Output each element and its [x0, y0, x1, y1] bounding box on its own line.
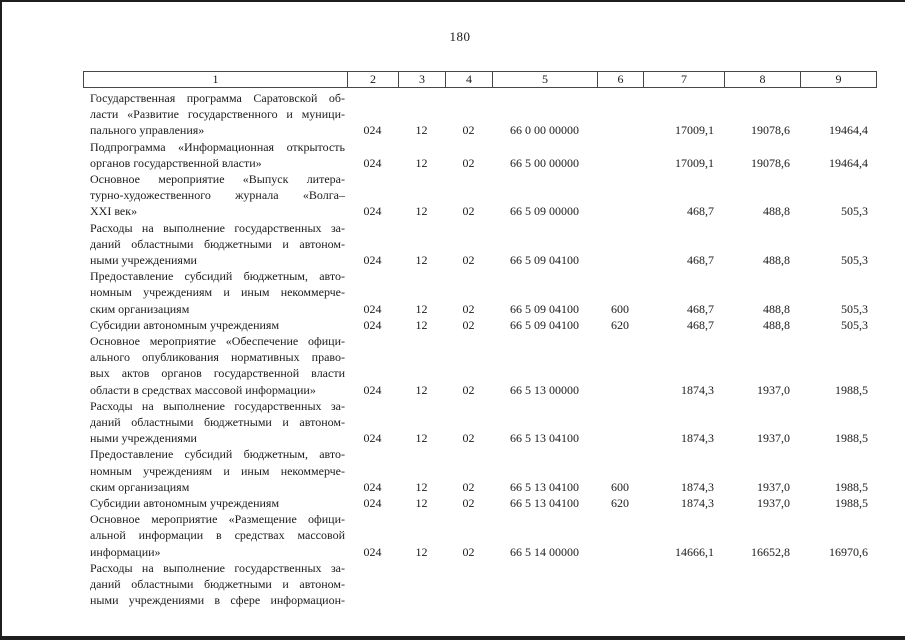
- row-col4: 02: [462, 382, 475, 397]
- table-row: [83, 220, 877, 269]
- row-col3: 12: [415, 253, 428, 268]
- row-col7: 1874,3: [681, 382, 714, 397]
- row-name-cell: [83, 317, 347, 333]
- name-line: ласти «Развитие государственного и муници-: [90, 107, 345, 122]
- table-row: [83, 317, 877, 333]
- row-col4: 02: [462, 123, 475, 138]
- row-col7: 468,7: [687, 317, 714, 332]
- name-line: ального опубликования нормативных право-: [90, 350, 345, 365]
- row-col2: 024: [363, 382, 382, 397]
- name-line: Расходы на выполнение государственных за-: [90, 560, 345, 575]
- row-col9: 1988,5: [835, 479, 868, 494]
- name-line: ными учреждениями в сфере информацион-: [90, 593, 345, 608]
- row-col4: 02: [462, 431, 475, 446]
- row-col2: 024: [363, 544, 382, 559]
- name-line: ским организациям: [90, 479, 190, 494]
- name-line: области в средствах массовой информации»: [90, 382, 316, 397]
- table-row: [83, 560, 877, 609]
- name-line: информации»: [90, 544, 161, 559]
- row-col7: 1874,3: [681, 496, 714, 511]
- row-col5: 66 5 13 04100: [510, 479, 579, 494]
- row-col4: 02: [462, 155, 475, 170]
- row-col3: 12: [415, 496, 428, 511]
- row-name-cell: [83, 220, 347, 269]
- row-name-cell: [83, 560, 347, 609]
- row-col3: 12: [415, 431, 428, 446]
- row-col9: 1988,5: [835, 382, 868, 397]
- row-col5: 66 5 13 00000: [510, 382, 579, 397]
- row-col6: 600: [611, 301, 629, 316]
- row-name-cell: [83, 333, 347, 398]
- row-col5: 66 5 00 00000: [510, 155, 579, 170]
- row-col3: 12: [415, 479, 428, 494]
- row-col8: 488,8: [763, 204, 790, 219]
- row-name-cell: [83, 171, 347, 220]
- name-line: Основное мероприятие «Размещение офици-: [90, 512, 345, 527]
- row-col7: 17009,1: [675, 123, 714, 138]
- row-col8: 488,8: [763, 253, 790, 268]
- row-name-cell: [83, 139, 347, 171]
- row-name-cell: [83, 495, 347, 511]
- row-name-cell: [83, 398, 347, 447]
- row-col9: 19464,4: [829, 123, 868, 138]
- row-col4: 02: [462, 301, 475, 316]
- header-cell-7: 7: [644, 72, 725, 87]
- name-line: XXI век»: [90, 204, 138, 219]
- table-row: [83, 446, 877, 495]
- name-line: номным учреждениям и иным некоммерче-: [90, 463, 345, 478]
- row-col2: 024: [363, 317, 382, 332]
- row-col5: 66 5 09 00000: [510, 204, 579, 219]
- table-row: [83, 495, 877, 511]
- row-name-cell: [83, 446, 347, 495]
- row-col8: 16652,8: [751, 544, 790, 559]
- row-col7: 468,7: [687, 204, 714, 219]
- row-col8: 1937,0: [757, 431, 790, 446]
- name-line: ским организациям: [90, 301, 190, 316]
- row-col3: 12: [415, 204, 428, 219]
- header-cell-1: 1: [84, 72, 348, 87]
- row-col7: 1874,3: [681, 431, 714, 446]
- row-col7: 468,7: [687, 301, 714, 316]
- header-cell-8: 8: [725, 72, 801, 87]
- header-cell-6: 6: [598, 72, 644, 87]
- header-cell-4: 4: [446, 72, 493, 87]
- row-col7: 1874,3: [681, 479, 714, 494]
- row-col9: 19464,4: [829, 155, 868, 170]
- table-row: [83, 398, 877, 447]
- row-col9: 505,3: [841, 317, 868, 332]
- row-col8: 19078,6: [751, 123, 790, 138]
- header-cell-3: 3: [399, 72, 446, 87]
- row-col4: 02: [462, 317, 475, 332]
- name-line: Расходы на выполнение государственных за-: [90, 398, 345, 413]
- row-col3: 12: [415, 301, 428, 316]
- header-cell-2: 2: [348, 72, 399, 87]
- name-line: даний областными бюджетными и автоном-: [90, 577, 345, 592]
- row-col2: 024: [363, 479, 382, 494]
- row-col2: 024: [363, 431, 382, 446]
- header-cell-5: 5: [493, 72, 598, 87]
- row-col4: 02: [462, 544, 475, 559]
- name-line: Субсидии автономным учреждениям: [90, 496, 280, 511]
- row-col3: 12: [415, 155, 428, 170]
- row-col2: 024: [363, 253, 382, 268]
- name-line: Предоставление субсидий бюджетным, авто-: [90, 447, 345, 462]
- row-col9: 505,3: [841, 301, 868, 316]
- page-number: 180: [449, 29, 471, 44]
- row-col4: 02: [462, 253, 475, 268]
- name-line: вых актов органов государственной власти: [90, 366, 345, 381]
- row-col3: 12: [415, 123, 428, 138]
- row-col8: 488,8: [763, 301, 790, 316]
- name-line: даний областными бюджетными и автоном-: [90, 236, 345, 251]
- row-col5: 66 5 13 04100: [510, 496, 579, 511]
- row-col5: 66 5 13 04100: [510, 431, 579, 446]
- row-col4: 02: [462, 479, 475, 494]
- name-line: даний областными бюджетными и автоном-: [90, 415, 345, 430]
- name-line: номным учреждениям и иным некоммерче-: [90, 285, 345, 300]
- row-col8: 1937,0: [757, 382, 790, 397]
- name-line: Основное мероприятие «Выпуск литера-: [90, 172, 345, 187]
- row-col8: 1937,0: [757, 496, 790, 511]
- row-name-cell: [83, 511, 347, 560]
- row-col9: 1988,5: [835, 431, 868, 446]
- name-line: Расходы на выполнение государственных за-: [90, 220, 345, 235]
- table-header-row: [83, 71, 877, 88]
- row-col8: 19078,6: [751, 155, 790, 170]
- table-row: [83, 268, 877, 317]
- row-col4: 02: [462, 496, 475, 511]
- row-col9: 505,3: [841, 204, 868, 219]
- name-line: органов государственной власти»: [90, 155, 262, 170]
- name-line: ными учреждениями: [90, 253, 197, 268]
- budget-table: [83, 71, 877, 609]
- table-row: [83, 139, 877, 171]
- table-row: [83, 171, 877, 220]
- row-col6: 600: [611, 479, 629, 494]
- row-col3: 12: [415, 382, 428, 397]
- row-col2: 024: [363, 496, 382, 511]
- name-line: Государственная программа Саратовской об-: [90, 91, 345, 105]
- table-row: [83, 333, 877, 398]
- name-line: Подпрограмма «Информационная открытость: [90, 139, 345, 154]
- row-name-cell: [83, 90, 347, 139]
- row-col3: 12: [415, 544, 428, 559]
- row-col6: 620: [611, 496, 629, 511]
- row-col6: 620: [611, 317, 629, 332]
- header-cell-9: 9: [835, 72, 842, 86]
- name-line: турно-художественного журнала «Волга–: [90, 188, 345, 203]
- name-line: пального управления»: [90, 123, 205, 138]
- row-col7: 468,7: [687, 253, 714, 268]
- row-col9: 1988,5: [835, 496, 868, 511]
- name-line: Предоставление субсидий бюджетным, авто-: [90, 269, 345, 284]
- row-col5: 66 5 09 04100: [510, 317, 579, 332]
- name-line: ными учреждениями: [90, 431, 197, 446]
- name-line: Субсидии автономным учреждениям: [90, 317, 280, 332]
- row-col9: 505,3: [841, 253, 868, 268]
- row-col7: 14666,1: [675, 544, 714, 559]
- row-col5: 66 0 00 00000: [510, 123, 579, 138]
- table-row: [83, 511, 877, 560]
- row-col2: 024: [363, 204, 382, 219]
- table-row: [83, 90, 877, 139]
- row-col9: 16970,6: [829, 544, 868, 559]
- table-body: [83, 90, 877, 609]
- row-col2: 024: [363, 123, 382, 138]
- row-col7: 17009,1: [675, 155, 714, 170]
- row-name-cell: [83, 268, 347, 317]
- row-col4: 02: [462, 204, 475, 219]
- row-col3: 12: [415, 317, 428, 332]
- name-line: Основное мероприятие «Обеспечение офици-: [90, 334, 345, 349]
- row-col8: 488,8: [763, 317, 790, 332]
- row-col8: 1937,0: [757, 479, 790, 494]
- row-col5: 66 5 09 04100: [510, 301, 579, 316]
- row-col2: 024: [363, 301, 382, 316]
- name-line: альной информации в средствах массовой: [90, 528, 345, 543]
- row-col2: 024: [363, 155, 382, 170]
- row-col5: 66 5 09 04100: [510, 253, 579, 268]
- row-col5: 66 5 14 00000: [510, 544, 579, 559]
